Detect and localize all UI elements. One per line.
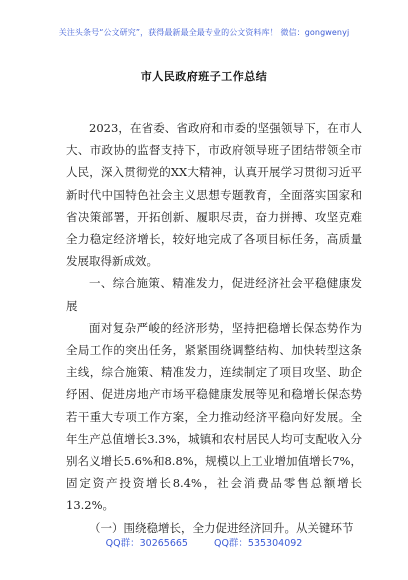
- document-body: [66, 117, 362, 539]
- section-heading: 一、综合施策、精准发力，促进经济社会平稳健康发展: [66, 276, 362, 313]
- document-title: 市人民政府班子工作总结: [140, 70, 268, 83]
- footer-contacts: [0, 535, 408, 549]
- header-promo-note: 关注头条号“公文研究”，获得最新最全最专业的公文资料库！ 微信：gongwenyj: [58, 28, 350, 37]
- footer-qq-group-2: QQ群：535304092: [213, 538, 303, 549]
- section-body-paragraph: 面对复杂严峻的经济形势，坚持把稳增长保态势作为全局工作的突出任务，紧紧围绕调整结构、加快转型这条主线，综合施策、精准发力，连续制定了项目攻坚、助企纾困、促进房地产市场平稳健康发展等见和稳增长保态势若干重大专项工作方案，全力推动经济平稳向好发展。全年生产总值增长3.3%，城镇和农村居民人均可支配收入分别名义增长5.6%和8.8%，规模以上工业增加值增长7%，固定资产投资增长8.4%，社会消费品零售总额增长13.2%。: [66, 320, 362, 513]
- intro-paragraph: 2023，在省委、省政府和市委的坚强领导下，在市人大、市政协的监督支持下，市政府领导班子团结带领全市人民，深入贯彻党的XX大精神，认真开展学习贯彻习近平新时代中国特色社会主义思想专题教育，全面落实国家和省决策部署，开拓创新、履职尽责，奋力拼搏、攻坚克难全力稳定经济增长，较好地完成了各项目标任务，高质量发展取得新成效。: [66, 121, 362, 269]
- footer-qq-group-1: QQ群：30265665: [105, 538, 188, 549]
- subsection-heading: （一）围绕稳增长，全力促进经济回升。从关键环节: [89, 520, 354, 535]
